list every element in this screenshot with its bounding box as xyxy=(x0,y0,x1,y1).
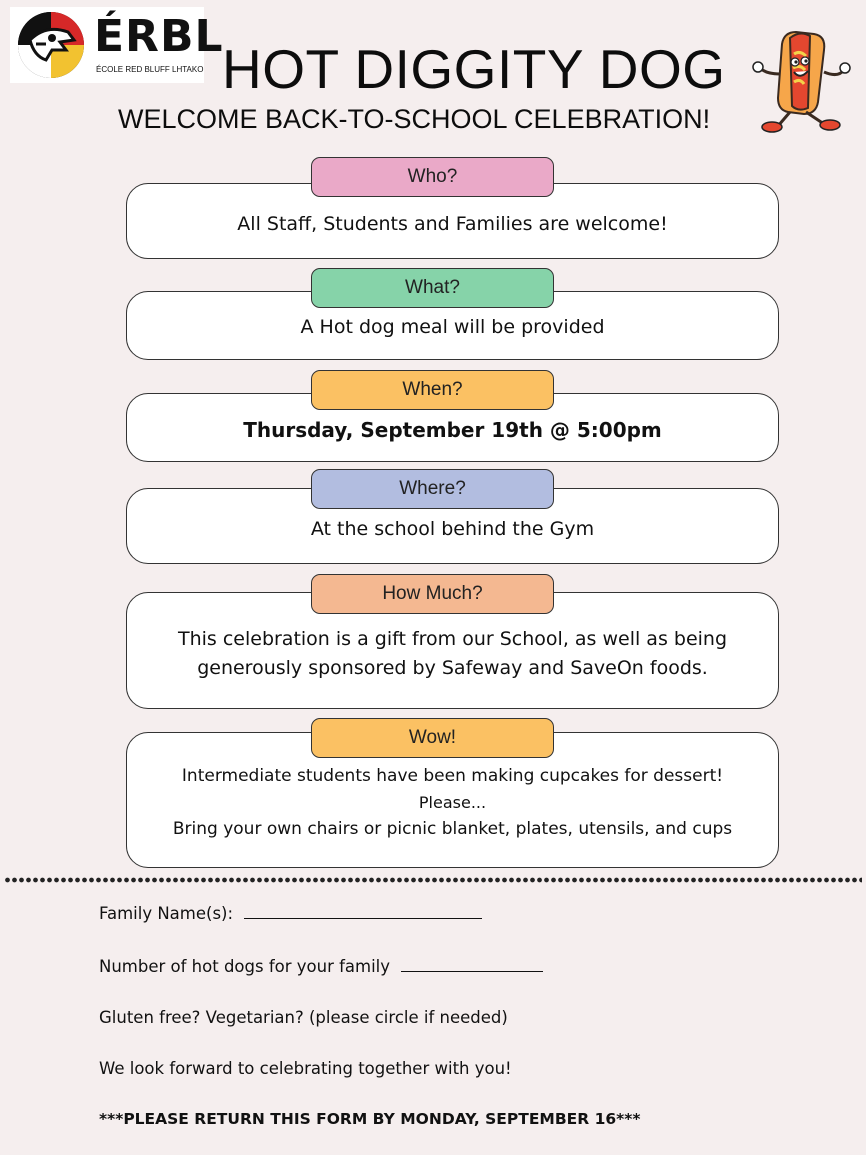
page-subtitle: WELCOME BACK-TO-SCHOOL CELEBRATION! xyxy=(118,104,711,134)
family-name-label: Family Name(s): xyxy=(99,904,234,923)
where-text: At the school behind the Gym xyxy=(310,518,595,540)
wow-text-line2: Please... xyxy=(418,793,487,812)
wow-tag: Wow! xyxy=(311,718,554,758)
logo-subtitle: ÉCOLE RED BLUFF LHTAKO xyxy=(96,65,204,74)
when-text: Thursday, September 19th @ 5:00pm xyxy=(243,418,662,442)
return-notice: ***PLEASE RETURN THIS FORM BY MONDAY, SEPTEMBER 16*** xyxy=(99,1110,641,1128)
family-name-field[interactable] xyxy=(244,905,482,919)
what-text: A Hot dog meal will be provided xyxy=(300,316,605,338)
when-tag: When? xyxy=(311,370,554,410)
wow-text-line1: Intermediate students have been making cupcakes for dessert! xyxy=(181,766,724,786)
how-much-text-line1: This celebration is a gift from our School, as well as being xyxy=(177,628,728,650)
wow-text-line3: Bring your own chairs or picnic blanket, plates, utensils, and cups xyxy=(172,819,733,839)
hotdogs-count-field[interactable] xyxy=(401,958,543,972)
where-tag: Where? xyxy=(311,469,554,509)
how-much-text-line2: generously sponsored by Safeway and SaveOn foods. xyxy=(197,657,708,679)
dotted-divider xyxy=(4,876,862,884)
family-name-row xyxy=(99,904,799,923)
who-text: All Staff, Students and Families are welcome! xyxy=(237,213,668,235)
page-title: HOT DIGGITY DOG xyxy=(222,38,726,100)
hotdogs-row xyxy=(99,957,799,976)
how-much-tag: How Much? xyxy=(311,574,554,614)
erbl-logo-emblem xyxy=(16,10,86,80)
closing-line: We look forward to celebrating together with you! xyxy=(99,1059,512,1078)
logo-wordmark: ÉRBL xyxy=(94,11,224,62)
school-logo xyxy=(10,7,224,83)
hotdogs-label: Number of hot dogs for your family xyxy=(99,957,391,976)
who-tag: Who? xyxy=(311,157,554,197)
hot-dog-mascot-icon xyxy=(748,24,854,134)
what-tag: What? xyxy=(311,268,554,308)
dietary-line: Gluten free? Vegetarian? (please circle if needed) xyxy=(99,1008,508,1027)
